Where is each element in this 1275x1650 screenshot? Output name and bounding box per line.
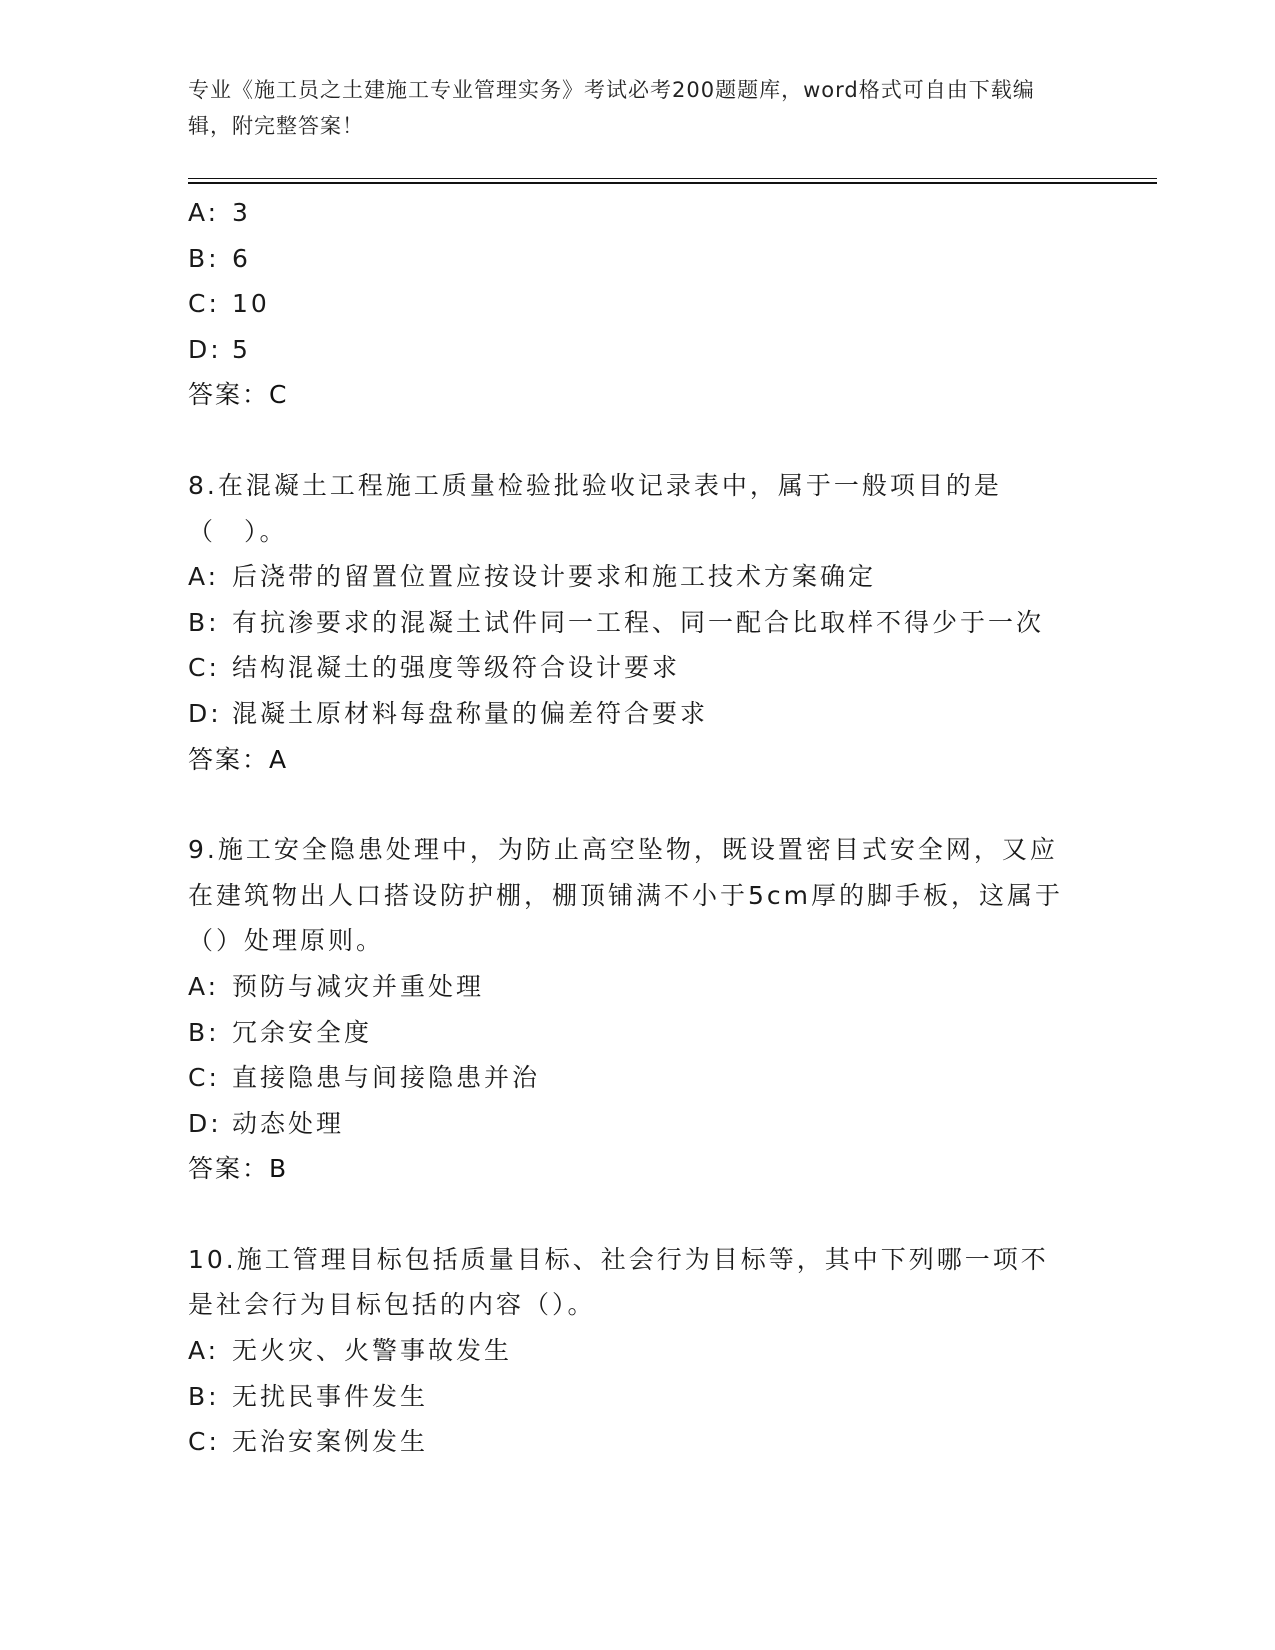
question-gap xyxy=(188,418,1088,463)
question-stem: 8.在混凝土工程施工质量检验批验收记录表中，属于一般项目的是（ ）。 xyxy=(188,470,1002,546)
option-d xyxy=(188,1101,1088,1147)
option-c xyxy=(188,281,1088,327)
option-key: D: xyxy=(188,698,222,728)
option-a xyxy=(188,554,1088,600)
option-key: C: xyxy=(188,289,220,319)
option-key: A: xyxy=(188,198,220,227)
question-9 xyxy=(188,827,1088,1192)
option-text: 冗余安全度 xyxy=(232,1017,373,1047)
option-key: B: xyxy=(188,243,220,273)
option-text: 10 xyxy=(232,289,270,319)
option-key: C: xyxy=(188,1427,220,1457)
option-key: A: xyxy=(188,562,220,592)
option-a xyxy=(188,1328,1088,1374)
header-rule-thick xyxy=(188,182,1157,184)
answer-line xyxy=(188,372,1088,418)
question-fragment xyxy=(188,190,1088,418)
option-b xyxy=(188,600,1088,646)
option-text: 动态处理 xyxy=(232,1108,345,1138)
question-gap xyxy=(188,782,1088,827)
option-text: 6 xyxy=(232,243,251,273)
option-d xyxy=(188,327,1088,373)
answer-value: C xyxy=(269,380,289,410)
option-text: 后浇带的留置位置应按设计要求和施工技术方案确定 xyxy=(232,562,877,592)
option-key: C: xyxy=(188,653,220,683)
option-b xyxy=(188,236,1088,282)
option-text: 5 xyxy=(232,334,251,364)
option-b xyxy=(188,1374,1088,1420)
option-d xyxy=(188,691,1088,737)
question-gap xyxy=(188,1192,1088,1237)
answer-line xyxy=(188,1146,1088,1192)
option-b xyxy=(188,1010,1088,1056)
answer-label: 答案： xyxy=(188,380,270,410)
answer-value: B xyxy=(269,1154,289,1184)
question-stem: 9.施工安全隐患处理中，为防止高空坠物，既设置密目式安全网，又应在建筑物出人口搭设防护棚，棚顶铺满不小于5cm厚的脚手板，这属于（）处理原则。 xyxy=(188,835,1064,956)
question-stem: 10.施工管理目标包括质量目标、社会行为目标等，其中下列哪一项不是社会行为目标包括的内容（）。 xyxy=(188,1244,1049,1320)
option-key: D: xyxy=(188,1108,222,1138)
option-key: A: xyxy=(188,1336,220,1366)
document-header: 专业《施工员之土建施工专业管理实务》考试必考200题题库，word格式可自由下载编辑，附完整答案！ xyxy=(188,78,1035,138)
answer-value: A xyxy=(269,744,289,774)
option-text: 3 xyxy=(232,198,251,227)
option-text: 结构混凝土的强度等级符合设计要求 xyxy=(232,653,681,683)
answer-line xyxy=(188,737,1088,783)
header-rule-thin xyxy=(188,178,1157,179)
answer-label: 答案： xyxy=(188,1154,270,1184)
question-content xyxy=(188,190,1088,1465)
option-key: A: xyxy=(188,971,220,1001)
option-c xyxy=(188,1055,1088,1101)
option-text: 直接隐患与间接隐患并治 xyxy=(232,1063,541,1093)
option-a xyxy=(188,190,1088,236)
option-text: 有抗渗要求的混凝土试件同一工程、同一配合比取样不得少于一次 xyxy=(232,607,1045,637)
question-10 xyxy=(188,1237,1088,1465)
answer-label: 答案： xyxy=(188,744,270,774)
option-c xyxy=(188,1419,1088,1465)
option-key: B: xyxy=(188,1017,220,1047)
option-a xyxy=(188,964,1088,1010)
option-key: D: xyxy=(188,334,222,364)
option-text: 无火灾、火警事故发生 xyxy=(232,1336,513,1366)
question-8 xyxy=(188,463,1088,782)
option-text: 无治安案例发生 xyxy=(232,1427,429,1457)
option-text: 无扰民事件发生 xyxy=(232,1381,429,1411)
option-key: B: xyxy=(188,607,220,637)
option-text: 预防与减灾并重处理 xyxy=(232,971,485,1001)
option-key: C: xyxy=(188,1063,220,1093)
option-key: B: xyxy=(188,1381,220,1411)
option-text: 混凝土原材料每盘称量的偏差符合要求 xyxy=(232,698,709,728)
option-c xyxy=(188,645,1088,691)
